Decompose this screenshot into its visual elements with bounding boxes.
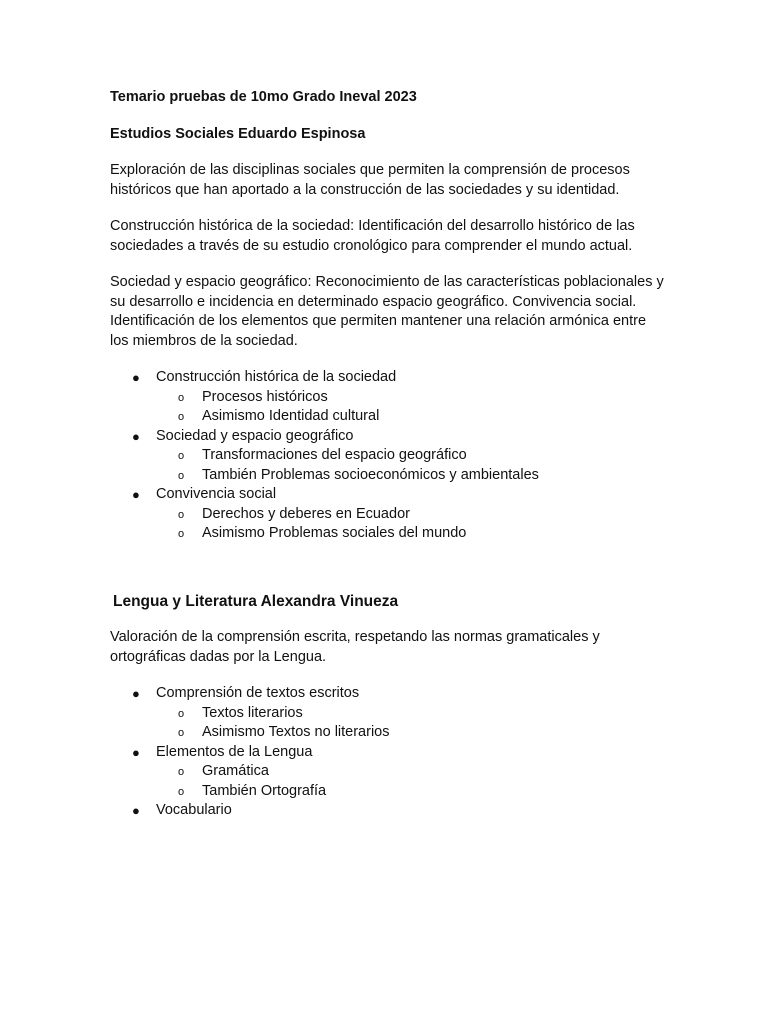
sub-item-label: Asimismo Textos no literarios bbox=[202, 724, 390, 740]
circle-bullet-icon: o bbox=[178, 785, 185, 798]
sub-list bbox=[156, 762, 668, 801]
sub-list bbox=[156, 704, 668, 743]
sub-item bbox=[156, 723, 668, 743]
sub-list bbox=[156, 446, 668, 485]
circle-bullet-icon: o bbox=[178, 727, 185, 739]
circle-bullet-icon: o bbox=[178, 391, 185, 404]
paragraph: Sociedad y espacio geográfico: Reconocimiento de las características poblacionales y su desarrollo e incidencia en determinado espacio geográfico. Convivencia social. Identificación de los elementos que permiten mantener una relación armónica entre los miembros de la sociedad. bbox=[110, 274, 664, 349]
paragraph: Exploración de las disciplinas sociales que permiten la comprensión de procesos históricos que han aportado a la construcción de las sociedades y su identidad. bbox=[110, 162, 630, 198]
paragraph: Construcción histórica de la sociedad: Identificación del desarrollo histórico de las sociedades a través de su estudio cronológico para comprender el mundo actual. bbox=[110, 218, 635, 254]
document-title: Temario pruebas de 10mo Grado Ineval 2023 bbox=[110, 89, 417, 105]
bullet-item bbox=[110, 485, 668, 544]
sub-item-label: También Ortografía bbox=[202, 782, 327, 799]
bullet-list-lengua-literatura bbox=[110, 684, 668, 821]
circle-bullet-icon: o bbox=[178, 411, 185, 423]
bullet-list-estudios-sociales bbox=[110, 368, 668, 544]
bullet-item bbox=[110, 368, 668, 427]
bullet-item bbox=[110, 743, 668, 802]
bullet-icon: ● bbox=[132, 744, 140, 760]
sub-item-label: Derechos y deberes en Ecuador bbox=[202, 505, 410, 522]
sub-item bbox=[156, 466, 668, 486]
circle-bullet-icon: o bbox=[178, 528, 185, 540]
sub-item bbox=[156, 762, 668, 782]
sub-item-label: Transformaciones del espacio geográfico bbox=[202, 447, 467, 463]
sub-item-label: Asimismo Problemas sociales del mundo bbox=[202, 525, 467, 541]
sub-item bbox=[156, 407, 668, 427]
bullet-label: Construcción histórica de la sociedad bbox=[156, 369, 397, 385]
section-heading-estudios-sociales: Estudios Sociales Eduardo Espinosa bbox=[110, 125, 366, 142]
sub-item-label: Asimismo Identidad cultural bbox=[202, 408, 380, 424]
sub-item bbox=[156, 388, 668, 408]
sub-item-label: Procesos históricos bbox=[202, 388, 328, 405]
sub-item-label: Gramática bbox=[202, 763, 269, 779]
sub-item bbox=[156, 446, 668, 466]
bullet-icon: ● bbox=[132, 370, 140, 385]
bullet-label: Sociedad y espacio geográfico bbox=[156, 427, 354, 444]
section-heading-lengua-literatura: Lengua y Literatura Alexandra Vinueza bbox=[113, 592, 399, 610]
sub-item-label: Textos literarios bbox=[202, 704, 303, 721]
sub-item bbox=[156, 505, 668, 525]
sub-item bbox=[156, 704, 668, 724]
sub-list bbox=[156, 505, 668, 544]
circle-bullet-icon: o bbox=[178, 469, 185, 482]
bullet-item bbox=[110, 427, 668, 486]
bullet-icon: ● bbox=[132, 487, 140, 502]
bullet-item bbox=[110, 801, 668, 821]
bullet-label: Elementos de la Lengua bbox=[156, 743, 313, 760]
bullet-label: Vocabulario bbox=[156, 802, 232, 818]
sub-item bbox=[156, 782, 668, 802]
sub-item-label: También Problemas socioeconómicos y ambientales bbox=[202, 466, 539, 483]
sub-list bbox=[156, 388, 668, 427]
bullet-label: Convivencia social bbox=[156, 486, 277, 502]
circle-bullet-icon: o bbox=[178, 707, 185, 720]
circle-bullet-icon: o bbox=[178, 508, 185, 521]
sub-item bbox=[156, 524, 668, 544]
bullet-icon: ● bbox=[132, 803, 140, 818]
bullet-icon: ● bbox=[132, 686, 140, 701]
paragraph: Valoración de la comprensión escrita, respetando las normas gramaticales y ortográficas dadas por la Lengua. bbox=[110, 629, 600, 665]
bullet-label: Comprensión de textos escritos bbox=[156, 685, 360, 701]
circle-bullet-icon: o bbox=[178, 450, 185, 462]
circle-bullet-icon: o bbox=[178, 766, 185, 778]
bullet-icon: ● bbox=[132, 428, 140, 444]
bullet-item bbox=[110, 684, 668, 743]
